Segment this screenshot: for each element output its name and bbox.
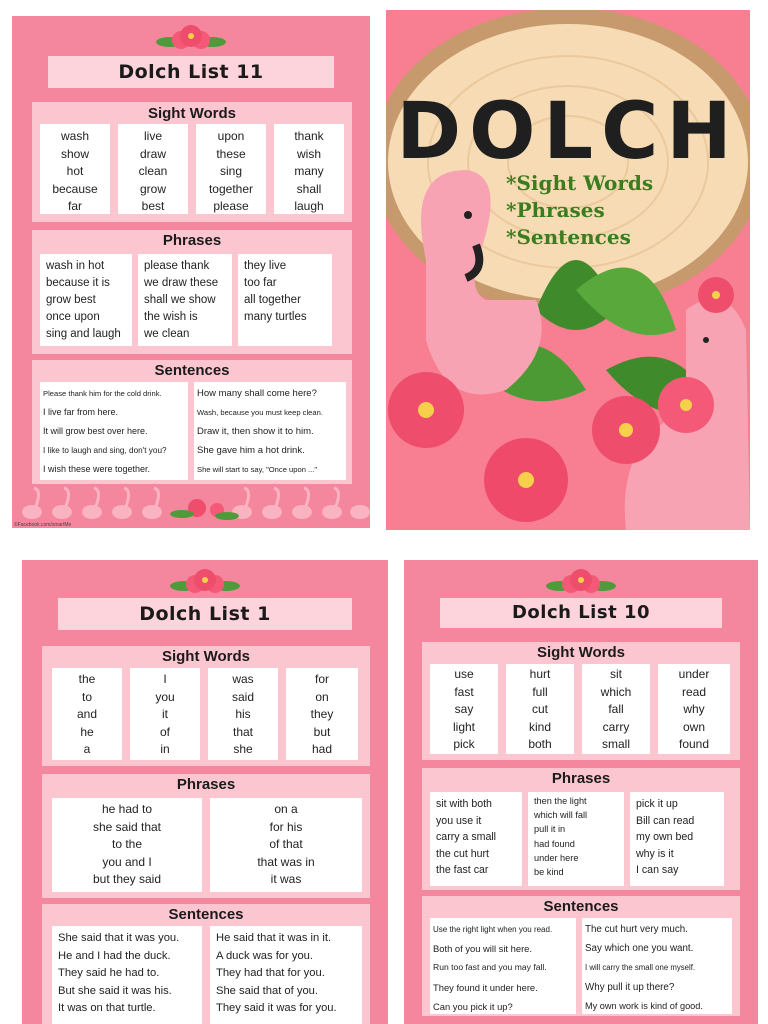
sentence: He said that it was in it.	[216, 932, 332, 944]
sentence: She will start to say, "Once upon ..."	[197, 465, 318, 474]
sentence: Why pull it up there?	[585, 981, 675, 993]
phrase: of that	[269, 837, 303, 851]
dolch-list-10-card	[404, 560, 758, 1024]
phrase: then the light	[534, 796, 587, 806]
flower-decoration-icon	[156, 20, 226, 54]
sight-word: full	[532, 684, 548, 699]
sight-word: clean	[138, 164, 168, 178]
sight-word-column	[118, 124, 188, 214]
sight-word: wish	[296, 146, 321, 161]
sentences-panel	[422, 896, 740, 1016]
sight-word: had	[311, 742, 333, 756]
sentence-column	[52, 926, 202, 1024]
sentence: Both of you will sit here.	[433, 943, 533, 955]
phrase-column	[40, 254, 132, 346]
page-title-text: Dolch List 10	[511, 602, 650, 623]
dolch-list-1-card	[22, 560, 388, 1024]
phrase: that was in	[257, 854, 315, 869]
phrase: because it is	[46, 277, 110, 289]
sight-word: they	[310, 707, 334, 721]
phrase-column	[238, 254, 332, 346]
sight-word: under	[678, 667, 710, 681]
sight-word-column	[582, 664, 650, 754]
sight-word: light	[452, 719, 475, 734]
sentence-column	[582, 918, 732, 1014]
sight-word: these	[216, 146, 246, 161]
sentence: It will grow best over here.	[43, 426, 148, 436]
phrase-column	[528, 792, 624, 886]
sight-word: small	[601, 737, 630, 751]
phrase: had found	[534, 838, 575, 849]
sight-words-panel	[42, 646, 370, 766]
sentence-column	[430, 918, 576, 1014]
sight-word: use	[454, 667, 474, 681]
sight-word: for	[314, 672, 329, 686]
sight-word: you	[155, 689, 175, 704]
sight-word: together	[208, 181, 254, 196]
sight-word: which	[600, 684, 632, 699]
sentence: They said it was for you.	[216, 1002, 337, 1014]
sight-word-column	[274, 124, 344, 214]
sight-word: his	[235, 707, 251, 721]
phrase: be kind	[534, 867, 564, 878]
phrases-heading: Phrases	[176, 776, 236, 793]
sentence: I wish these were together.	[43, 464, 151, 474]
phrase: you use it	[436, 814, 482, 827]
sight-word: said	[231, 689, 254, 704]
sentence: Run too fast and you may fall.	[433, 962, 547, 973]
phrase: the fast car	[436, 864, 489, 876]
phrase: under here	[534, 852, 579, 863]
phrase: on a	[274, 802, 298, 816]
sight-word: and	[76, 707, 98, 721]
sight-word: both	[528, 737, 552, 751]
sight-word: grow	[139, 181, 166, 196]
sight-word: found	[678, 737, 710, 751]
phrase-column	[138, 254, 232, 346]
sight-word-column	[506, 664, 574, 754]
phrase: for his	[269, 819, 303, 834]
sentence: I like to laugh and sing, don't you?	[43, 446, 167, 455]
phrases-panel	[32, 230, 352, 354]
sight-word: that	[232, 724, 253, 739]
sight-word-column	[130, 668, 200, 760]
phrase: we draw these	[144, 277, 219, 289]
phrase: grow best	[46, 294, 96, 306]
phrase: I can say	[636, 864, 679, 876]
sight-words-heading: Sight Words	[147, 105, 237, 122]
sight-words-panel	[422, 642, 740, 760]
dolch-cover	[386, 10, 750, 530]
sentence: It was on that turtle.	[58, 1002, 156, 1014]
sight-word: far	[67, 199, 82, 213]
phrase-column	[52, 798, 202, 892]
sight-word-column	[286, 668, 358, 760]
sight-word: fall	[608, 702, 624, 716]
phrase-column	[430, 792, 522, 886]
phrases-heading: Phrases	[551, 770, 611, 787]
cover-topic-item: *Sight Words	[506, 171, 654, 195]
sight-word: pick	[453, 737, 475, 751]
sight-word: wash	[60, 129, 89, 143]
sentence: Can you pick it up?	[433, 1000, 513, 1012]
sight-word: upon	[217, 129, 245, 143]
sentence: Say which one you want.	[585, 943, 694, 955]
sentence: How many shall come here?	[197, 388, 317, 399]
sentence: I will carry the small one myself.	[585, 963, 696, 973]
sight-word: fast	[454, 684, 474, 699]
sight-word: but	[313, 724, 331, 739]
sentences-heading: Sentences	[168, 906, 244, 923]
sight-word: shall	[296, 181, 322, 196]
phrase: Bill can read	[636, 814, 695, 827]
phrase: pick it up	[636, 798, 678, 810]
sight-word: to	[81, 689, 92, 704]
sight-word: she	[233, 742, 253, 756]
phrase: but they said	[92, 872, 162, 886]
sight-word: because	[52, 181, 98, 196]
sight-word: on	[315, 689, 329, 704]
sight-word: hot	[66, 164, 84, 178]
phrase-column	[210, 798, 362, 892]
sight-word-column	[52, 668, 122, 760]
phrase: sing and laugh	[46, 328, 121, 340]
sight-word-column	[208, 668, 278, 760]
sentence: He and I had the duck.	[58, 949, 171, 962]
phrase: you and I	[102, 854, 152, 869]
sight-word: best	[141, 199, 165, 213]
credit-text: ©Facebook.com/smartMe	[14, 522, 72, 528]
page-title-text: Dolch List 1	[139, 603, 271, 625]
sight-word-column	[658, 664, 730, 754]
phrase: sit with both	[436, 798, 492, 810]
sentences-heading: Sentences	[154, 362, 230, 379]
phrase: please thank	[144, 260, 210, 272]
phrases-panel	[42, 774, 370, 898]
sight-word: cut	[531, 702, 548, 716]
sight-word: own	[682, 719, 705, 734]
page-title-text: Dolch List 11	[118, 61, 264, 83]
sentence: But she said it was his.	[58, 984, 172, 997]
sight-word: a	[83, 742, 91, 756]
sight-word: kind	[528, 719, 551, 734]
sight-word: thank	[294, 129, 324, 143]
cover-title-text: DOLCH	[396, 87, 740, 177]
phrase: she said that	[92, 819, 162, 834]
sight-word: I	[163, 672, 167, 686]
sight-word: read	[681, 684, 707, 699]
sentence: She gave him a hot drink.	[197, 445, 305, 456]
phrase: wash in hot	[46, 260, 105, 272]
sight-word: sit	[610, 667, 622, 681]
sentence: Please thank him for the cold drink.	[43, 389, 162, 398]
sentence: They found it under here.	[433, 981, 538, 993]
sight-word: say	[454, 702, 474, 716]
cover-topic-item: *Sentences	[506, 225, 631, 249]
phrase: once upon	[46, 311, 100, 323]
flower-decoration-icon	[546, 564, 616, 598]
cover-topic-list	[506, 170, 653, 251]
sight-word-column	[40, 124, 110, 214]
sentences-panel	[32, 360, 352, 484]
sight-words-heading: Sight Words	[536, 644, 626, 661]
sight-word: many	[294, 164, 324, 178]
sight-word: he	[80, 724, 94, 739]
sight-word: why	[683, 702, 705, 716]
sight-word: draw	[139, 146, 166, 161]
sight-word: of	[159, 724, 170, 739]
flamingo-border-icon	[12, 484, 370, 522]
sentence-column	[40, 382, 188, 480]
phrase: which will fall	[534, 810, 588, 821]
sentence: My own work is kind of good.	[585, 1000, 703, 1011]
sentence-column	[210, 926, 362, 1024]
phrase: my own bed	[636, 831, 694, 843]
cover-topic-item: *Phrases	[506, 198, 605, 222]
sentence: A duck was for you.	[216, 949, 314, 962]
sentence: She said that of you.	[216, 984, 318, 997]
phrase: shall we show	[144, 294, 216, 306]
sight-word: please	[213, 199, 249, 213]
phrase: the wish is	[144, 311, 198, 323]
sentences-panel	[42, 904, 370, 1024]
sight-word-column	[430, 664, 498, 754]
sight-word: live	[143, 129, 162, 143]
sentence-column	[194, 382, 346, 480]
phrase: it was	[270, 872, 302, 886]
sentences-heading: Sentences	[543, 898, 619, 915]
phrase: many turtles	[244, 311, 307, 323]
sentence: Draw it, then show it to him.	[197, 426, 314, 437]
dolch-list-11-card	[12, 16, 370, 528]
sentence: I live far from here.	[43, 407, 119, 417]
phrase: to the	[111, 837, 143, 851]
phrases-heading: Phrases	[162, 232, 222, 249]
sight-word: laugh	[294, 199, 324, 213]
sight-words-panel	[32, 102, 352, 222]
phrase: the cut hurt	[436, 847, 489, 860]
phrase: carry a small	[436, 831, 497, 843]
sight-word: the	[78, 672, 96, 686]
sentence: The cut hurt very much.	[585, 924, 688, 935]
phrase: we clean	[144, 328, 190, 340]
sight-word: show	[60, 146, 89, 161]
phrase-column	[630, 792, 724, 886]
sight-word-column	[196, 124, 266, 214]
page-title	[440, 598, 722, 628]
sight-word: sing	[219, 164, 242, 178]
sight-word: carry	[602, 719, 630, 734]
sight-word: in	[160, 742, 170, 756]
phrase: why is it	[636, 847, 674, 860]
phrase: too far	[244, 277, 277, 289]
phrase: pull it in	[534, 824, 566, 835]
sight-word: was	[232, 672, 254, 686]
sentence: They said he had to.	[58, 967, 160, 979]
sight-words-heading: Sight Words	[161, 648, 251, 665]
phrase: they live	[244, 260, 287, 272]
sentence: Wash, because you must keep clean.	[197, 408, 323, 417]
page-title	[58, 598, 352, 630]
sight-word: it	[162, 707, 168, 721]
phrase: all together	[244, 294, 301, 306]
sight-word: hurt	[529, 667, 551, 681]
flower-decoration-icon	[170, 564, 240, 598]
sentence: She said that it was you.	[58, 932, 180, 944]
page-title	[48, 56, 334, 88]
sentence: Use the right light when you read.	[433, 925, 553, 934]
phrases-panel	[422, 768, 740, 890]
phrase: he had to	[101, 802, 153, 816]
sentence: They had that for you.	[216, 967, 325, 979]
